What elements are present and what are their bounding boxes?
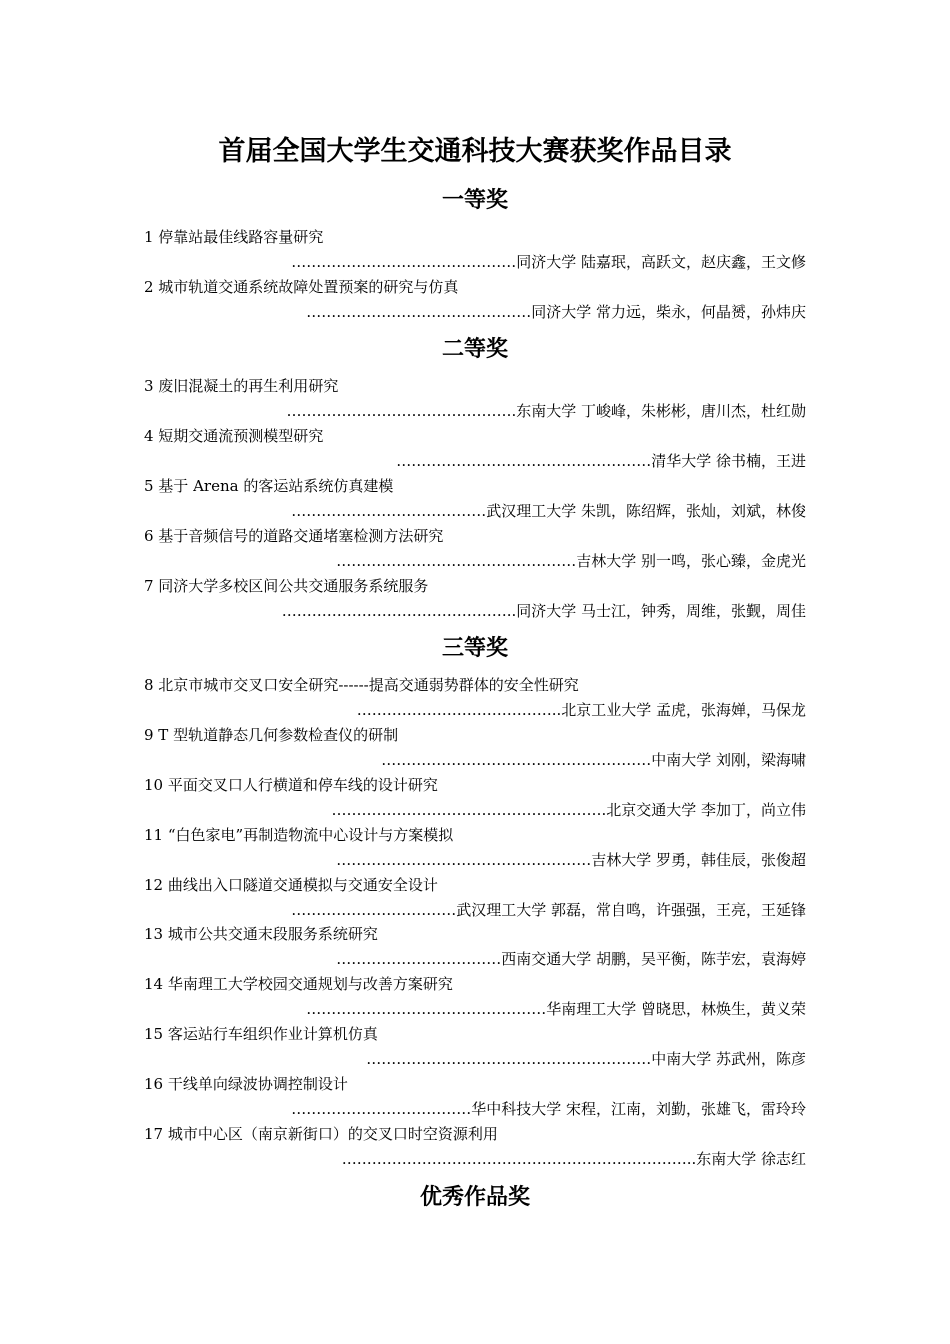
entry-authors: ……………………………………………吉林大学 罗勇，韩佳辰，张俊超 bbox=[336, 851, 806, 869]
entry-title: 17 城市中心区（南京新街口）的交叉口时空资源利用 bbox=[144, 1125, 498, 1143]
entry-authors: ………………………………………..同济大学 马士江，钟秀，周维，张觐，周佳 bbox=[281, 602, 806, 620]
entry-title: 13 城市公共交通末段服务系统研究 bbox=[144, 925, 378, 943]
entry-authors: ………………………………………………中南大学 刘刚，梁海啸 bbox=[381, 751, 806, 769]
entry-title: 5 基于 Arena 的客运站系统仿真建模 bbox=[144, 477, 394, 495]
entry-authors: …………………………………………吉林大学 别一鸣，张心臻，金虎光 bbox=[336, 552, 806, 570]
entry-authors: ……………………………西南交通大学 胡鹏，吴平衡，陈芋宏，袁海婷 bbox=[336, 950, 806, 968]
entry-title: 10 平面交叉口人行横道和停车线的设计研究 bbox=[144, 776, 438, 794]
entry-title: 8 北京市城市交叉口安全研究------提高交通弱势群体的安全性研究 bbox=[144, 676, 579, 694]
entry-title: 6 基于音频信号的道路交通堵塞检测方法研究 bbox=[144, 527, 444, 545]
document-title: 首届全国大学生交通科技大赛获奖作品目录 bbox=[218, 136, 732, 167]
entry-title: 4 短期交通流预测模型研究 bbox=[144, 427, 324, 445]
entry-title: 2 城市轨道交通系统故障处置预案的研究与仿真 bbox=[144, 278, 459, 296]
entry-authors: …………………………………………华南理工大学 曾晓思，林焕生，黄义荣 bbox=[306, 1000, 806, 1018]
entry-authors: ……………………………………………………………..东南大学 徐志红 bbox=[341, 1150, 806, 1168]
entry-authors: ……………………………………….东南大学 丁峻峰，朱彬彬，唐川杰，杜红勋 bbox=[286, 402, 806, 420]
entry-title: 3 废旧混凝土的再生利用研究 bbox=[144, 377, 339, 395]
section-heading-first-prize: 一等奖 bbox=[441, 188, 508, 213]
entry-authors: ……………………………………………….北京交通大学 李加丁，尚立伟 bbox=[331, 801, 806, 819]
section-heading-excellent-works: 优秀作品奖 bbox=[419, 1185, 530, 1210]
entry-authors: …………………………………武汉理工大学 朱凯，陈绍辉，张灿，刘斌，林俊 bbox=[291, 502, 806, 520]
entry-title: 14 华南理工大学校园交通规划与改善方案研究 bbox=[144, 975, 453, 993]
entry-title: 16 干线单向绿波协调控制设计 bbox=[144, 1075, 348, 1093]
entry-authors: …………………………………………………中南大学 苏武州，陈彦 bbox=[366, 1050, 806, 1068]
entry-authors: …………………………………..北京工业大学 孟虎，张海婵，马保龙 bbox=[356, 701, 806, 719]
section-heading-third-prize: 三等奖 bbox=[441, 636, 508, 661]
entry-title: 11 “白色家电”再制造物流中心设计与方案模拟 bbox=[144, 826, 454, 844]
entry-authors: ……………………………………………清华大学 徐书楠，王进 bbox=[396, 452, 806, 470]
entry-authors: ………………………………………同济大学 陆嘉珉，高跃文，赵庆鑫，王文修 bbox=[291, 253, 806, 271]
entry-authors: ………………………………………同济大学 常力远，柴永，何晶赟，孙炜庆 bbox=[306, 303, 806, 321]
entry-authors: ………………………………华中科技大学 宋程，江南，刘勤，张雄飞，雷玲玲 bbox=[291, 1100, 806, 1118]
entry-authors: ……………………………武汉理工大学 郭磊，常自鸣，许强强，王亮，王延锋 bbox=[291, 901, 806, 919]
entry-title: 9 T 型轨道静态几何参数检查仪的研制 bbox=[144, 726, 399, 744]
entry-title: 15 客运站行车组织作业计算机仿真 bbox=[144, 1025, 378, 1043]
entry-title: 7 同济大学多校区间公共交通服务系统服务 bbox=[144, 577, 429, 595]
entry-title: 12 曲线出入口隧道交通模拟与交通安全设计 bbox=[144, 876, 438, 894]
entry-title: 1 停靠站最佳线路容量研究 bbox=[144, 228, 324, 246]
section-heading-second-prize: 二等奖 bbox=[441, 337, 508, 362]
